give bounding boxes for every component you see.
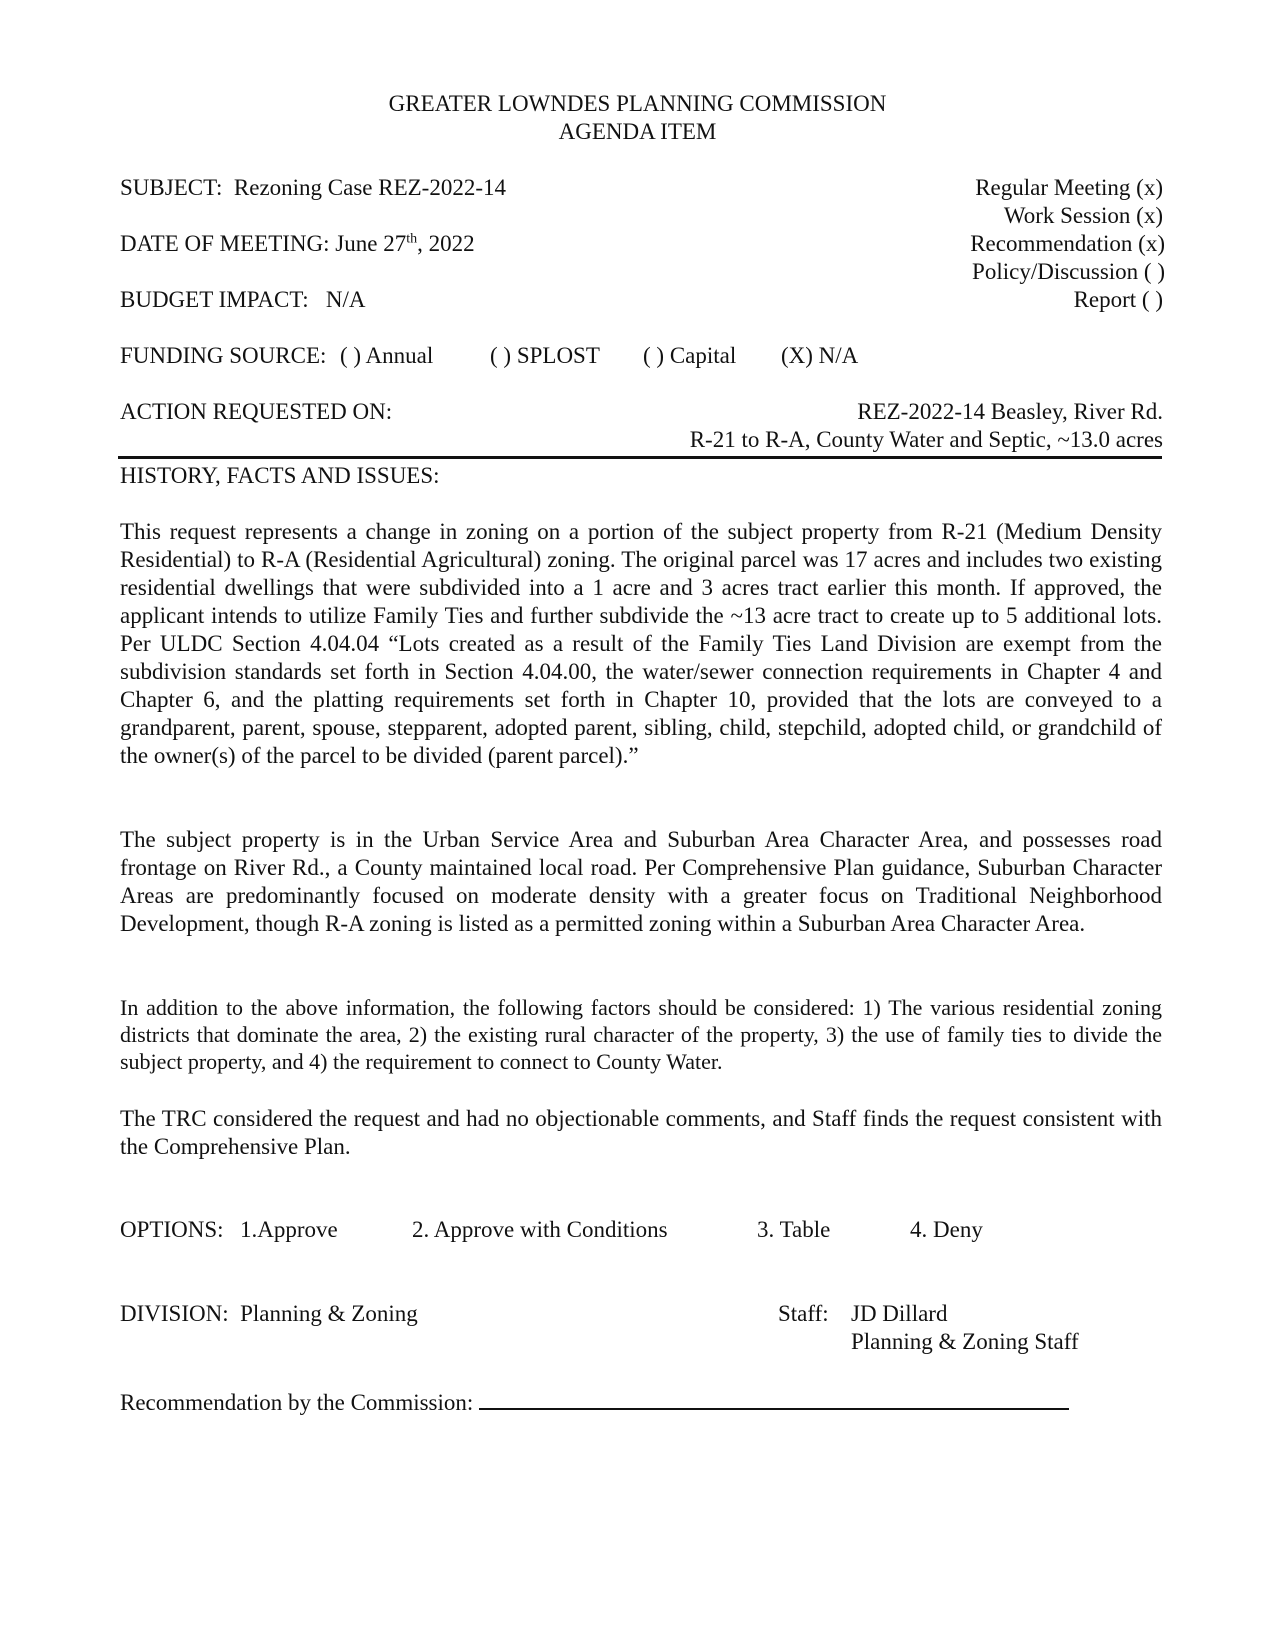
paragraph-factors: In addition to the above information, the following factors should be considered: 1) The various residential zoning districts that dominate the area, 2) the existing rural character of the property, 3) the use of family ties to divide the subject property, and 4) the requirement to connect to County Water. (120, 995, 1162, 1074)
meeting-type-regular: Regular Meeting (x) (975, 175, 1163, 200)
budget-impact-label: BUDGET IMPACT: (120, 287, 309, 312)
meeting-date-value: June 27th, 2022 (335, 231, 475, 256)
option-deny: 4. Deny (910, 1217, 983, 1242)
recommendation-blank (479, 1386, 1069, 1410)
funding-source-label: FUNDING SOURCE: (120, 343, 327, 368)
action-requested-details: R-21 to R-A, County Water and Septic, ~13.0 acres (689, 427, 1163, 452)
funding-option-capital: ( ) Capital (643, 343, 737, 368)
paragraph-family-ties: This request represents a change in zoning on a portion of the subject property from R-21 (Medium Density Residential) to R-A (Residential Agricultural) zoning. The original parcel was 17 acres and includes two existing residential dwellings that were subdivided into a 1 acre and 3 acres tract earlier this month. If approved, the applicant intends to utilize Family Ties and further subdivide the ~13 acre tract to create up to 5 additional lots. Per ULDC Section 4.04.04 “Lots created as a result of the Family Ties Land Division are exempt from the subdivision standards set forth in Section 4.04.00, the water/sewer connection requirements in Chapter 4 and Chapter 6, and the platting requirements set forth in Chapter 10, provided that the lots are conveyed to a grandparent, parent, spouse, stepparent, adopted parent, sibling, child, stepchild, adopted child, or grandchild of the owner(s) of the parcel to be divided (parent parcel).” (120, 519, 1162, 768)
staff-title: Planning & Zoning Staff (851, 1329, 1079, 1354)
meeting-type-policy-discussion: Policy/Discussion ( ) (972, 259, 1165, 284)
funding-option-annual: ( ) Annual (340, 343, 434, 368)
recommendation-line (120, 1386, 1069, 1417)
division-value: Planning & Zoning (240, 1301, 418, 1326)
option-table: 3. Table (757, 1217, 831, 1242)
option-approve-with-conditions: 2. Approve with Conditions (412, 1217, 668, 1242)
subject-line (120, 174, 506, 202)
organization-title: GREATER LOWNDES PLANNING COMMISSION (388, 91, 887, 116)
division-label: DIVISION: (120, 1301, 229, 1326)
subject-value: Rezoning Case REZ-2022-14 (233, 175, 507, 200)
meeting-type-report: Report ( ) (1073, 287, 1163, 312)
meeting-type-recommendation: Recommendation (x) (970, 231, 1165, 256)
meeting-type-work-session: Work Session (x) (1003, 203, 1163, 228)
funding-option-na: (X) N/A (781, 343, 859, 368)
options-label: OPTIONS: (120, 1217, 224, 1242)
funding-option-splost: ( ) SPLOST (490, 343, 600, 368)
option-approve: 1.Approve (240, 1217, 338, 1242)
paragraph-trc: The TRC considered the request and had no objectionable comments, and Staff finds the request consistent with the Comprehensive Plan. (120, 1106, 1162, 1159)
history-heading: HISTORY, FACTS AND ISSUES: (120, 463, 440, 488)
document-type: AGENDA ITEM (558, 119, 717, 144)
division-line (120, 1300, 418, 1328)
meeting-date-line (120, 230, 475, 258)
staff-name: JD Dillard (851, 1301, 948, 1326)
budget-impact-line (120, 286, 366, 314)
section-divider (118, 456, 1162, 459)
paragraph-character-area: The subject property is in the Urban Service Area and Suburban Area Character Area, and possesses road frontage on River Rd., a County maintained local road. Per Comprehensive Plan guidance, Suburban Character Areas are predominantly focused on moderate density with a greater focus on Traditional Neighborhood Development, though R-A zoning is listed as a permitted zoning within a Suburban Area Character Area. (120, 827, 1162, 936)
staff-label: Staff: (778, 1301, 829, 1326)
subject-label: SUBJECT: (120, 175, 223, 200)
recommendation-label: Recommendation by the Commission: (120, 1390, 474, 1415)
meeting-date-label: DATE OF MEETING: (120, 231, 330, 256)
action-requested-label: ACTION REQUESTED ON: (120, 399, 393, 424)
action-requested-case: REZ-2022-14 Beasley, River Rd. (857, 399, 1163, 424)
budget-impact-value: N/A (325, 287, 366, 312)
